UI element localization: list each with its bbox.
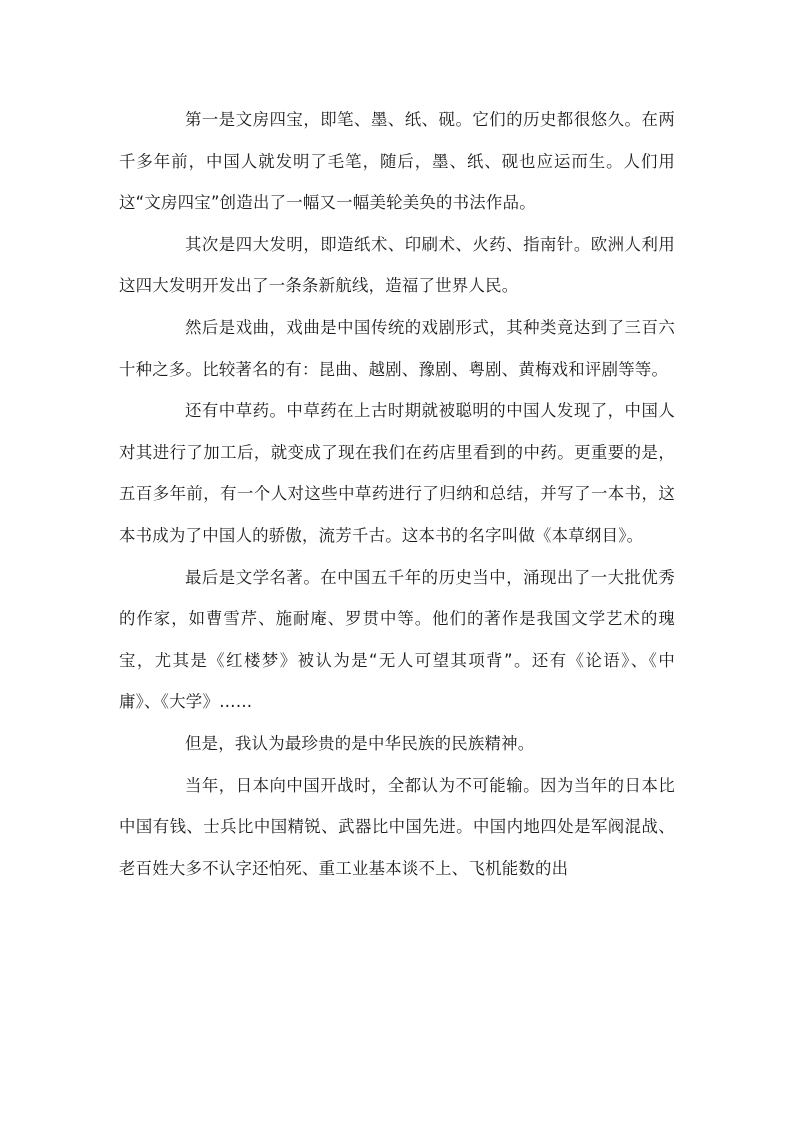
paragraph-opera: 然后是戏曲，戏曲是中国传统的戏剧形式，其种类竟达到了三百六十种之多。比较著名的有：昆曲、越剧、豫剧、粤剧、黄梅戏和评剧等等。	[119, 317, 675, 379]
paragraph-national-spirit: 但是，我认为最珍贵的是中华民族的民族精神。	[185, 733, 535, 753]
paragraph-war-history: 当年，日本向中国开战时，全都认为不可能输。因为当年的日本比中国有钱、士兵比中国精锐、武器比中国先进。中国内地四处是军阀混战、老百姓大多不认字还怕死、重工业基本谈不上、飞机能数的出	[119, 775, 675, 878]
paragraph-herbal-medicine: 还有中草药。中草药在上古时期就被聪明的中国人发现了，中国人对其进行了加工后，就变成了现在我们在药店里看到的中药。更重要的是，五百多年前，有一个人对这些中草药进行了归纳和总结，并写了一本书，这本书成为了中国人的骄傲，流芳千古。这本书的名字叫做《本草纲目》。	[119, 401, 675, 545]
paragraph-study-tools: 第一是文房四宝，即笔、墨、纸、砚。它们的历史都很悠久。在两千多年前，中国人就发明了毛笔，随后，墨、纸、砚也应运而生。人们用这“文房四宝”创造出了一幅又一幅美轮美奂的书法作品。	[119, 110, 675, 213]
paragraph-literature: 最后是文学名著。在中国五千年的历史当中，涌现出了一大批优秀的作家，如曹雪芹、施耐庵、罗贯中等。他们的著作是我国文学艺术的瑰宝，尤其是《红楼梦》被认为是“无人可望其项背”。还有《论语》、《中庸》、《大学》……	[119, 567, 675, 712]
paragraph-four-inventions: 其次是四大发明，即造纸术、印刷术、火药、指南针。欧洲人利用这四大发明开发出了一条条新航线，造福了世界人民。	[119, 234, 675, 296]
document-body	[119, 99, 675, 889]
